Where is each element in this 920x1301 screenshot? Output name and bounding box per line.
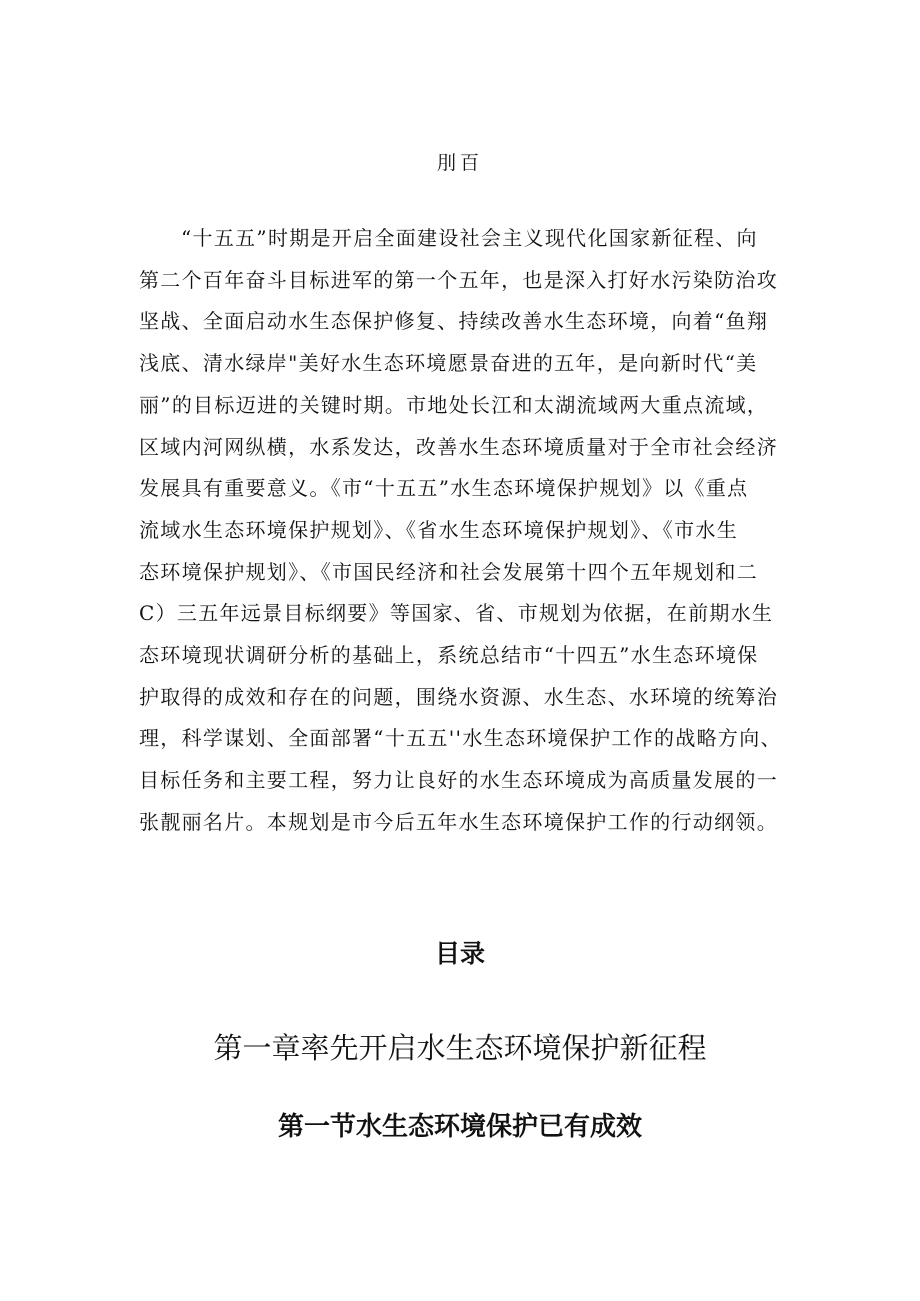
toc-title: 目录 — [434, 939, 485, 968]
preface-title: 刖百 — [436, 152, 483, 174]
paragraph-line: “十五五”时期是开启全面建设社会主义现代化国家新征程、向 — [181, 226, 758, 250]
preface-paragraph — [139, 218, 789, 844]
paragraph-line: 流域水生态环境保护规划》、《省水生态环境保护规划》、《市水生 — [139, 517, 738, 542]
paragraph-line: 态环境保护规划》、《市国民经济和社会发展第十四个五年规划和二 — [139, 559, 758, 584]
section-title: 第一节水生态环境保护已有成效 — [277, 1112, 642, 1142]
paragraph-line: 目标任务和主要工程，努力让良好的水生态环境成为高质量发展的一 — [139, 768, 778, 793]
paragraph-line: 护取得的成效和存在的问题，围绕水资源、水生态、水环境的统筹治 — [139, 684, 778, 709]
paragraph-line: 坚战、全面启动水生态保护修复、持续改善水生态环境，向着“鱼翔 — [139, 309, 769, 334]
paragraph-line: 发展具有重要意义。《市“十五五”水生态环境保护规划》以《重点 — [139, 476, 749, 501]
paragraph-line: 理，科学谋划、全面部署“十五五''水生态环境保护工作的战略方向、 — [139, 726, 782, 751]
paragraph-line: 区域内河网纵横，水系发达，改善水生态环境质量对于全市社会经济 — [139, 434, 778, 459]
paragraph-line: 丽”的目标迈进的关键时期。市地处长江和太湖流域两大重点流域， — [139, 392, 769, 417]
paragraph-line: 第二个百年奋斗目标进军的第一个五年，也是深入打好水污染防治攻 — [139, 267, 778, 292]
paragraph-line: C）三五年远景目标纲要》等国家、省、市规划为依据，在前期水生 — [139, 601, 774, 626]
paragraph-line: 浅底、清水绿岸"美好水生态环境愿景奋进的五年，是向新时代“美 — [139, 351, 758, 376]
chapter-title: 第一章率先开启水生态环境保护新征程 — [213, 1031, 707, 1065]
paragraph-line: 态环境现状调研分析的基础上，系统总结市“十四五”水生态环境保 — [139, 643, 759, 668]
paragraph-line: 张靓丽名片。本规划是市今后五年水生态环境保护工作的行动纲领。 — [139, 809, 778, 834]
